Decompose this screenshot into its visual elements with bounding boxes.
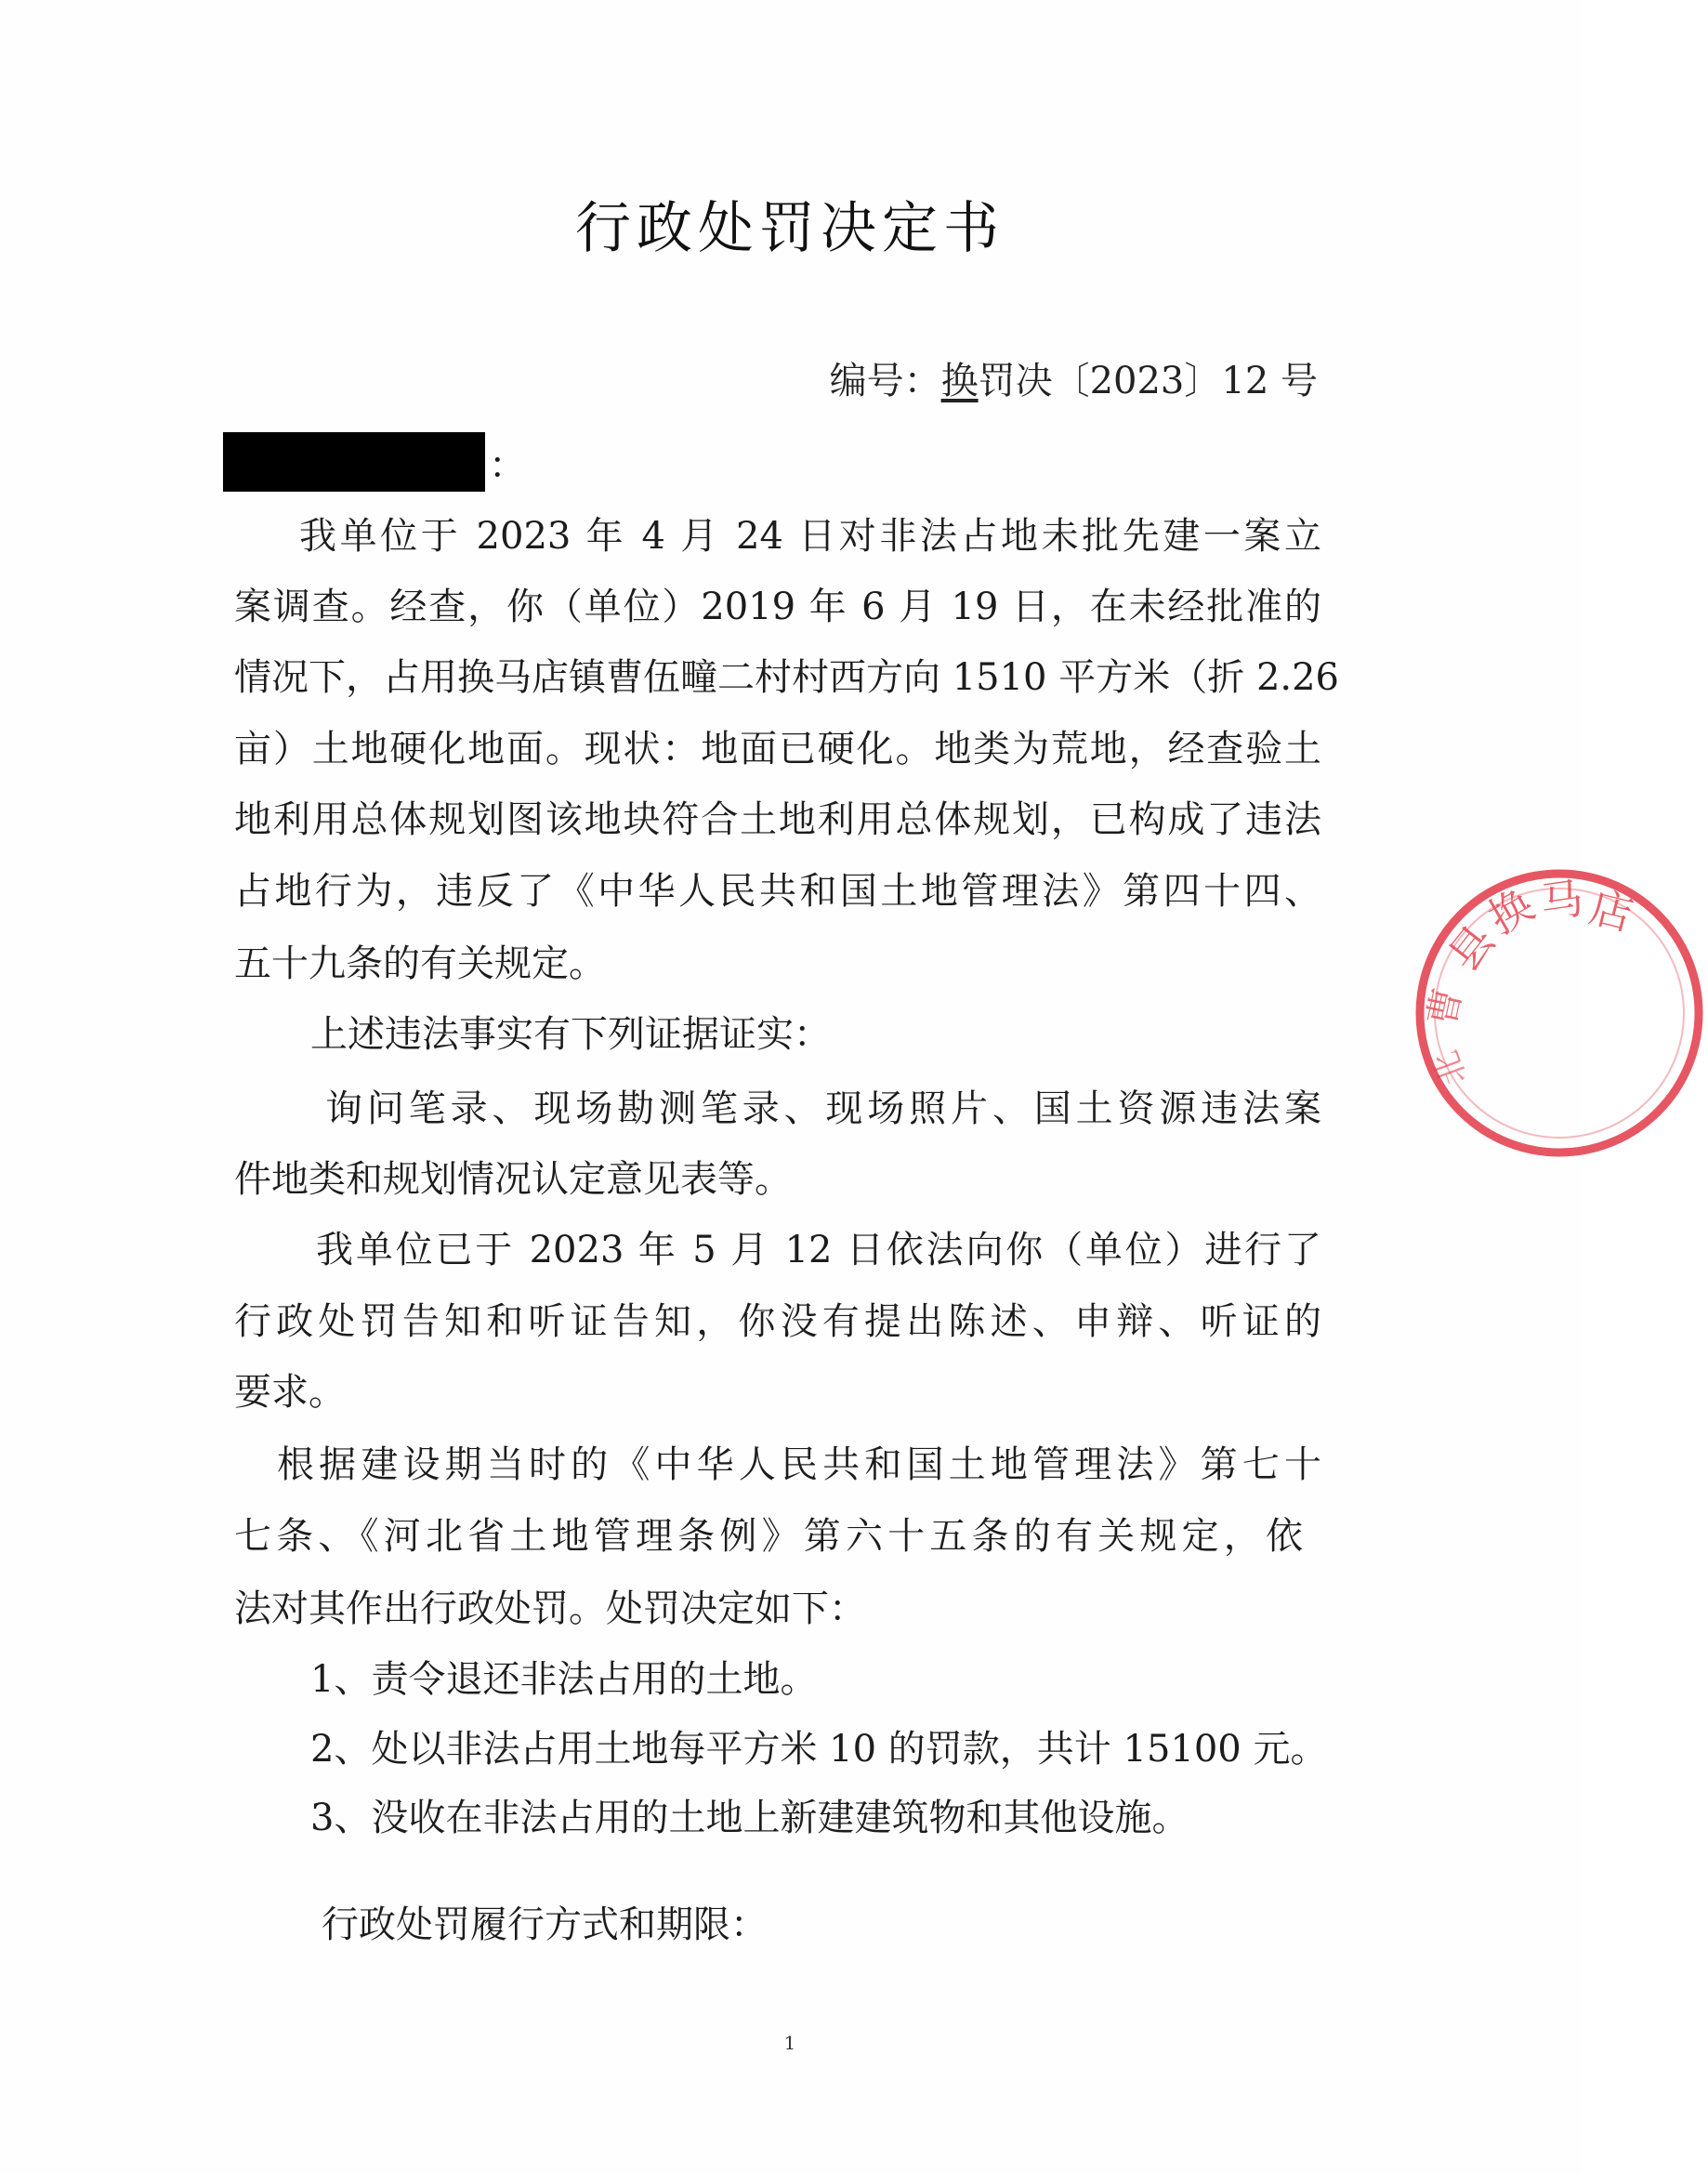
addressee: [223, 431, 526, 493]
body-line: 上述违法事实有下列证据证实：: [310, 1013, 831, 1056]
body-line: 法对其作出行政处罚。处罚决定如下：: [234, 1587, 866, 1630]
svg-text:店: 店: [1584, 881, 1639, 941]
body-line: 行政处罚履行方式和期限：: [322, 1903, 768, 1946]
body-line: 件地类和规划情况认定意见表等。: [234, 1158, 792, 1201]
decision-item: 2、处以非法占用土地每平方米 10 的罚款，共计 15100 元。: [310, 1728, 1328, 1771]
decision-item: 3、没收在非法占用的土地上新建建筑物和其他设施。: [310, 1797, 1189, 1839]
body-line: 占地行为，违反了《中华人民共和国土地管理法》第四十四、: [234, 870, 1321, 913]
redaction-bar: [223, 432, 485, 492]
body-line: 询问笔录、现场勘测笔录、现场照片、国土资源违法案: [325, 1087, 1321, 1130]
official-seal-stamp: [1411, 864, 1708, 1162]
doc-number-rest: 罚决〔2023〕12 号: [978, 360, 1318, 402]
svg-text:曹: 曹: [1420, 984, 1471, 1031]
svg-text:北: 北: [1426, 1046, 1475, 1090]
body-line: 根据建设期当时的《中华人民共和国土地管理法》第七十: [277, 1443, 1321, 1486]
body-line: 五十九条的有关规定。: [234, 942, 606, 985]
addressee-colon: ：: [489, 443, 526, 487]
doc-number-label: 编号：: [829, 360, 941, 402]
body-line: 案调查。经查，你（单位）2019 年 6 月 19 日，在未经批准的: [234, 586, 1321, 628]
body-line: 亩）土地硬化地面。现状：地面已硬化。地类为荒地，经查验土: [234, 728, 1321, 770]
body-line: 情况下，占用换马店镇曹伍疃二村村西方向 1510 平方米（折 2.26: [234, 656, 1340, 699]
decision-item: 1、责令退还非法占用的土地。: [310, 1658, 818, 1701]
document-number: [830, 351, 1318, 404]
body-line: 行政处罚告知和听证告知，你没有提出陈述、申辩、听证的: [234, 1300, 1321, 1343]
svg-text:马: 马: [1537, 873, 1587, 928]
body-line: 要求。: [234, 1371, 346, 1414]
svg-text:换: 换: [1479, 878, 1543, 944]
svg-text:县: 县: [1439, 915, 1504, 981]
doc-number-prefix: 换: [940, 360, 979, 402]
page-number: 1: [783, 2032, 796, 2054]
body-line: 我单位已于 2023 年 5 月 12 日依法向你（单位）进行了: [316, 1229, 1321, 1271]
body-line: 地利用总体规划图该地块符合土地利用总体规划，已构成了违法: [234, 798, 1321, 841]
document-title: 行政处罚决定书: [575, 196, 1005, 261]
body-line: 七条、《河北省土地管理条例》第六十五条的有关规定，依: [234, 1515, 1303, 1558]
body-line: 我单位于 2023 年 4 月 24 日对非法占地未批先建一案立: [299, 515, 1321, 558]
